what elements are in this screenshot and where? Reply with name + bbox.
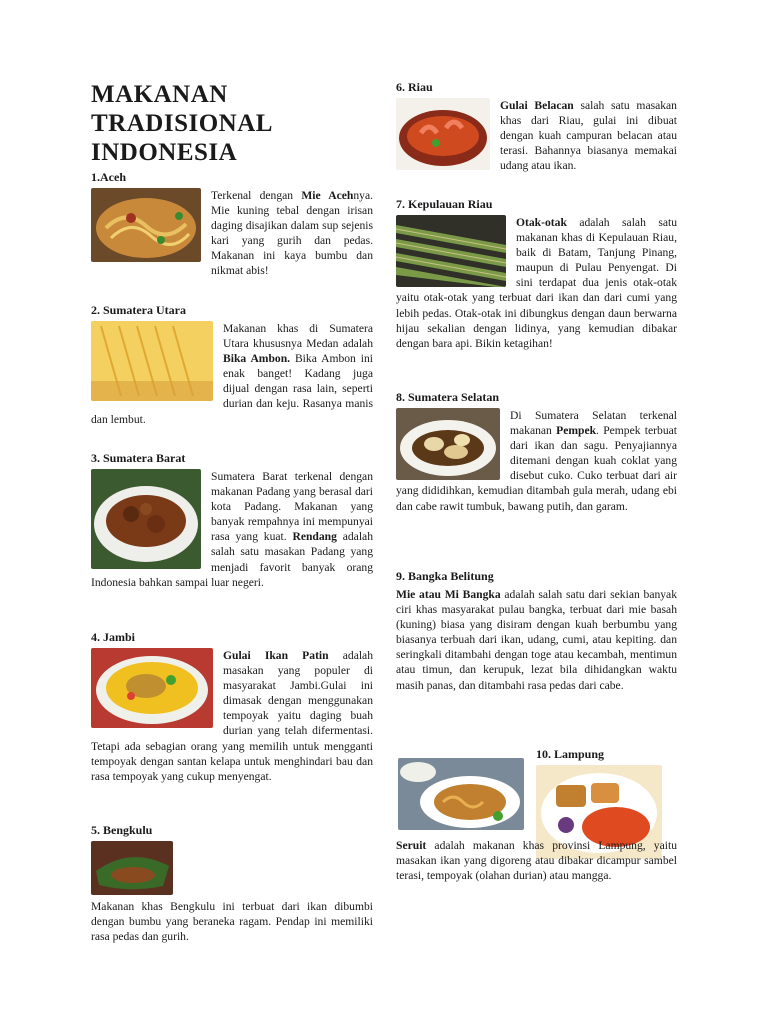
section-sumatera-utara: 2. Sumatera Utara Makanan khas di Sumatera Utara khususnya Medan adalah Bika Ambon. Bika Ambon ini enak banget! Kadang juga dijual dengan rasa lain, seperti durian dan keju. Rasanya manis dan lembut. [91, 303, 373, 426]
section-sumatera-barat: 3. Sumatera Barat Sumatera Barat terkenal dengan makanan Padang yang berasal dari kota Padang. Makanan yang banyak rempahnya ini mempunyai rasa yang kuat. Rendang adalah salah satu masakan Padang yang menjadi favorit banyak orang Indonesia bahkan sampai luar negeri. [91, 451, 373, 589]
section-jambi: 4. Jambi Gulai Ikan Patin adalah masakan yang populer di masyarakat Jambi.Gulai ini dimasak dengan menggunakan tempoyak yaitu daging buah durian yang telah difermentasi. Tetapi ada sebagian orang yang memilih untuk mengganti tempoyak dengan santan kelapa untuk menghindari bau dan rasa tempoyak yang cukup menyengat. [91, 630, 373, 783]
section-sumatera-selatan: 8. Sumatera Selatan Di Sumatera Selatan terkenal makanan Pempek. Pempek terbuat dari ikan dan sagu. Penyajiannya ditemani dengan kuah coklat yang disebut cuko. Cuko terbuat dari air yang dididihkan, kemudian ditambah gula merah, udang ebi dan cabe rawit tumbuk, bawang putih, dan garam. [396, 390, 677, 513]
section-heading: 9. Bangka Belitung [396, 569, 494, 583]
gulai-ikan-patin-image [91, 648, 213, 728]
section-bangka-belitung: 9. Bangka Belitung Mie atau Mi Bangka adalah salah satu dari sekian banyak ciri khas masyarakat pulau bangka, terbuat dari mie basah (kuning) biasa yang disiram dengan kuah berbumbu yang biasanya terbuah dari ikan, udang, cumi, atau kepiting. dan seringkali ditambahi dengan toge atau kecambah, mentimun atau timun, dan kerupuk, lezat bila dihidangkan waktu masih panas, dan ditambahi rasa pedas dari cabe. [396, 569, 677, 692]
mie-bangka-image [398, 758, 524, 830]
section-heading: 8. Sumatera Selatan [396, 390, 499, 404]
otak-otak-image [396, 215, 506, 287]
section-heading: 1.Aceh [91, 170, 126, 184]
section-heading: 2. Sumatera Utara [91, 303, 186, 317]
section-heading: 6. Riau [396, 80, 433, 94]
section-bengkulu: 5. Bengkulu Makanan khas Bengkulu ini terbuat dari ikan dibumbi dengan bumbu yang beraneka ragam. Pendap ini memiliki rasa pedas dan gurih. [91, 823, 373, 944]
section-heading: 4. Jambi [91, 630, 136, 644]
section-heading: 3. Sumatera Barat [91, 451, 186, 465]
gulai-belacan-image [396, 98, 490, 170]
pendap-image [91, 841, 173, 895]
section-riau: 6. Riau Gulai Belacan salah satu masakan khas dari Riau, gulai ini dibuat dengan kuah campuran belacan atau terasi. Bahannya biasanya memakai udang atau ikan. [396, 80, 677, 173]
rendang-image [91, 469, 201, 569]
pempek-image [396, 408, 500, 480]
mie-aceh-image [91, 188, 201, 262]
bika-ambon-image [91, 321, 213, 401]
section-kepulauan-riau: 7. Kepulauan Riau Otak-otak adalah salah satu makanan khas di Kepulauan Riau, baik di Batam, Tanjung Pinang, maupun di Pulau Penyengat. Di sini terdapat dua jenis otak-otak yaitu otak-otak yang terbuat dari ikan dan dari cumi yang lebih pedas. Otak-otak ini dibungkus dengan daun berwarna hijau sekalian dengan lidinya, yang kemudian dibakar dengan bara api. Bikin ketagihan! [396, 197, 677, 350]
page-title: MAKANAN TRADISIONAL INDONESIA [91, 81, 272, 166]
section-heading: 7. Kepulauan Riau [396, 197, 493, 211]
section-heading: 5. Bengkulu [91, 823, 153, 837]
section-heading: 10. Lampung [536, 747, 605, 761]
section-aceh: 1.Aceh Terkenal dengan Mie Acehnya. Mie kuning tebal dengan irisan daging disajikan dalam sup sejenis kari yang gurih dan pedas. Makanan ini kaya bumbu dan nikmat abis! [91, 170, 373, 278]
section-lampung-text: Seruit adalah makanan khas provinsi Lampung, yaitu masakan ikan yang digoreng atau dibakar dicampur sambel terasi, tempoyak (olahan durian) atau mangga. [396, 839, 677, 883]
